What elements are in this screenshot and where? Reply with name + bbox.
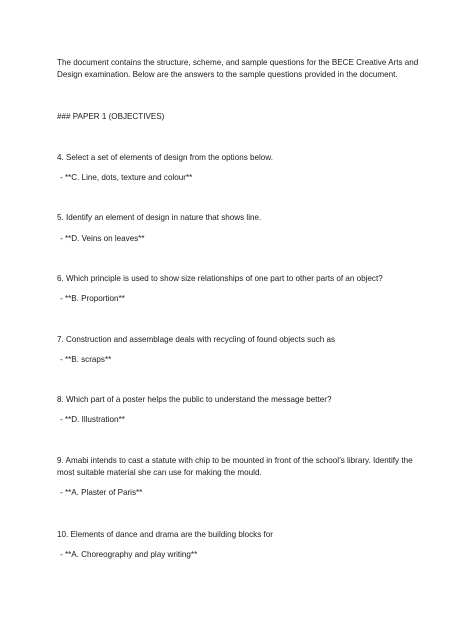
intro-line-2: Design examination. Below are the answers to the sample questions provided in the document.: [57, 70, 398, 79]
intro-line-1: The document contains the structure, scheme, and sample questions for the BECE Creative Arts and: [57, 58, 419, 67]
question-5: 5. Identify an element of design in nature that shows line.: [57, 213, 262, 222]
answer-4: - **C. Line, dots, texture and colour**: [60, 173, 193, 182]
question-4: 4. Select a set of elements of design from the options below.: [57, 153, 273, 162]
question-8: 8. Which part of a poster helps the public to understand the message better?: [57, 395, 332, 404]
question-7: 7. Construction and assemblage deals with recycling of found objects such as: [57, 335, 336, 344]
question-10: 10. Elements of dance and drama are the building blocks for: [57, 530, 273, 539]
answer-7: - **B. scraps**: [60, 355, 112, 364]
answer-10: - **A. Choreography and play writing**: [60, 550, 198, 559]
answer-6: - **B. Proportion**: [60, 294, 125, 303]
answer-9: - **A. Plaster of Paris**: [60, 488, 143, 497]
question-6: 6. Which principle is used to show size relationships of one part to other parts of an object?: [57, 274, 383, 283]
question-9-line-1: 9. Amabi intends to cast a statute with chip to be mounted in front of the school’s library. Identify the: [57, 456, 413, 465]
section-heading: ### PAPER 1 (OBJECTIVES): [57, 112, 165, 121]
answer-8: - **D. Illustration**: [60, 415, 125, 424]
answer-5: - **D. Veins on leaves**: [60, 234, 145, 243]
question-9-line-2: most suitable material she can use for making the mould.: [57, 468, 262, 477]
